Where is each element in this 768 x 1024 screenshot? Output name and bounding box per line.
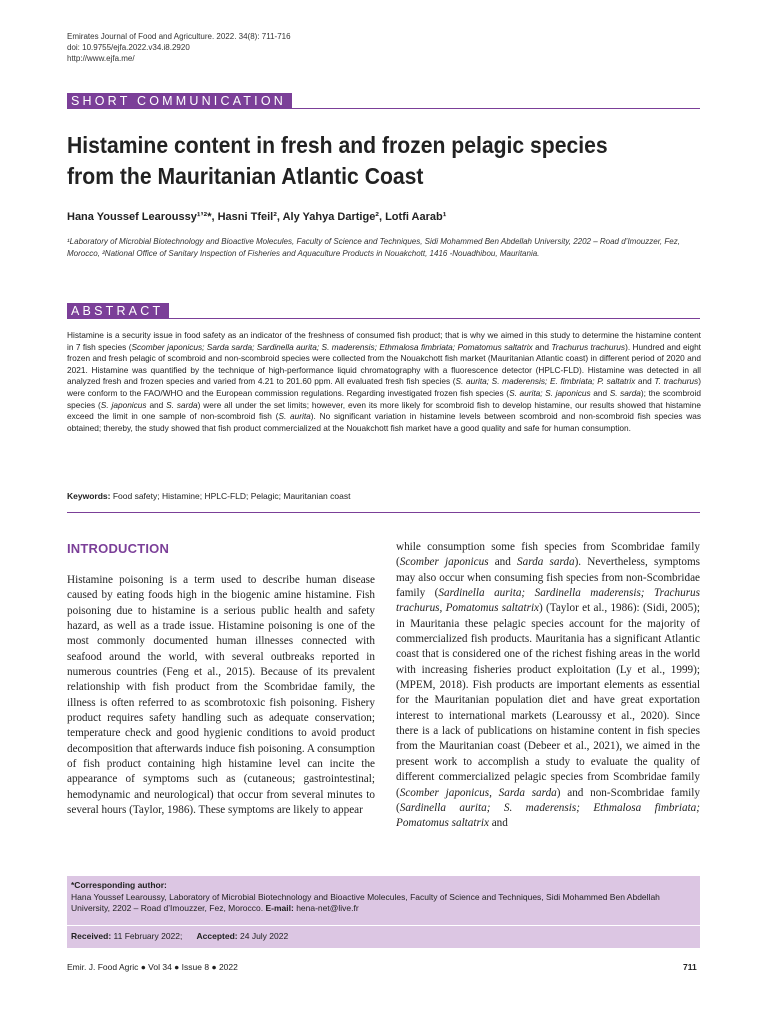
footer-journal-info: Emir. J. Food Agric ● Vol 34 ● Issue 8 ● 2022 bbox=[67, 962, 238, 972]
introduction-heading: INTRODUCTION bbox=[67, 541, 170, 556]
affiliations: ¹Laboratory of Microbial Biotechnology and Bioactive Molecules, Faculty of Science and Techniques, Sidi Mohammed Ben Abdellah University, 2202 – Road d’Imouzzer, Fez, Morocco, ²National Office of Sanitary Inspection of Fisheries and Aquaculture Products in Nouakchott, 1416 -Nouadhibou, Mauritania. bbox=[67, 237, 680, 258]
journal-url-link[interactable]: http://www.ejfa.me/ bbox=[67, 54, 135, 63]
intro-text: and bbox=[488, 556, 518, 569]
keywords bbox=[67, 491, 350, 501]
page-number: 711 bbox=[683, 962, 697, 972]
intro-species: Sardinella aurita; Sardinella maderensis; Trachurus trachurus, Pomatomus saltatrix bbox=[396, 587, 701, 615]
abstract-segment: and bbox=[590, 387, 610, 398]
abstract-species: T. trachurus bbox=[654, 376, 699, 387]
abstract-species: Scomber japonicus; Sarda sarda; Sardinella aurita; S. maderensis; Ethmalosa fimbriata; Pomatomus saltatrix bbox=[131, 341, 533, 352]
intro-text: ) (Taylor et al., 1986): (Sidi, 2005); in Mauritania these pelagic species account for the majority of commercialized fish products. Mauritania has a significant Atlantic coast that is considered one of the richest fishing areas in the world with increasing fisheries product exploitation (Ly et al., 1999); (MPEM, 2018). Fish products are important elements as essential for the Mauritanian population diet and have great exportation interest to international markets (Learoussy et al., 2020). Since there is a lack of publications on histamine content in fish species from the Mauritanian coast (Debeer et al., 2021), we aimed in the present work to accomplish a study to evaluate the quality of different commercialized pelagic species from Scombridae family ( bbox=[396, 602, 701, 799]
abstract-segment: ). Hundred and eight frozen and fresh pelagic of scombroid and non-scombroid species were collected from the Nouakchott fish market (Mauritanian Atlantic coast) in different period of 2020 and 2021. Histamine was quantified by the technique of high-performance liquid chromatography with a fluorescence detector (HPLC-FLD). Histamine was detected in all analyzed fresh and frozen species and varied from 4.21 to 201.60 ppm. All evaluated fresh fish species ( bbox=[67, 341, 701, 387]
article-title: Histamine content in fresh and frozen pelagic species from the Mauritanian Atlantic Coast bbox=[67, 132, 608, 189]
abstract-segment: ). No significant variation in histamine levels between scombroid and non-scombroid fish species was obtained; thereby, the study showed that fish product commercialized at the Nouakchott fish market have a good quality and safe for human consumption. bbox=[67, 411, 701, 433]
journal-citation bbox=[67, 31, 291, 64]
intro-column-right bbox=[396, 540, 700, 832]
box-divider bbox=[67, 925, 700, 926]
abstract-segment: and bbox=[146, 399, 167, 410]
section-divider bbox=[67, 512, 700, 513]
intro-species: Scomber japonicus, Sarda sarda bbox=[399, 786, 557, 799]
abstract-species: S. japonicus bbox=[100, 399, 147, 410]
doi-line: doi: 10.9755/ejfa.2022.v34.i8.2920 bbox=[67, 43, 190, 52]
abstract-species: S. aurita; S. maderensis; E. fimbriata; P. saltatrix bbox=[455, 376, 636, 387]
article-dates bbox=[71, 931, 288, 941]
keywords-text: Food safety; Histamine; HPLC-FLD; Pelagic; Mauritanian coast bbox=[110, 491, 351, 501]
abstract-segment: Histamine is a security issue in food safety as an indicator of the freshness of consumed fish product; that is why we aimed in this study to determine the histamine content in 7 fish species ( bbox=[67, 330, 701, 352]
abstract-segment: and bbox=[635, 376, 655, 387]
corresponding-heading: *Corresponding author: bbox=[71, 880, 167, 890]
corresponding-text: Hana Youssef Learoussy, Laboratory of Microbial Biotechnology and Bioactive Molecules, Faculty of Science and Techniques, Sidi Mohammed Ben Abdellah University, 2202 – Road d’Imouzzer, Fez, Morocco. bbox=[71, 891, 660, 913]
email-label: E-mail: bbox=[265, 903, 294, 913]
accepted-date: 24 July 2022 bbox=[237, 931, 289, 941]
author-list: Hana Youssef Learoussy¹ʼ²*, Hasni Tfeil², Aly Yahya Dartige², Lotfi Aarab¹ bbox=[67, 211, 447, 223]
intro-text: ). Nevertheless, symptoms may also occur when consuming fish species from non-Scombridae family ( bbox=[396, 556, 700, 600]
intro-text: ) and non-Scombridae family ( bbox=[396, 786, 700, 814]
accepted-label: Accepted: bbox=[196, 931, 238, 941]
keywords-label: Keywords: bbox=[67, 491, 111, 501]
citation-line: Emirates Journal of Food and Agriculture. 2022. 34(8): 711-716 bbox=[67, 32, 291, 41]
corresponding-author-details bbox=[71, 880, 691, 915]
intro-text: Histamine poisoning is a term used to describe human disease caused by eating foods high in the biogenic amine histamine. Fish poisoning due to histamine is a serious public health and safety hazard, as well as a trade issue. Histamine poisoning is one of the most commonly documented human illnesses connected with seafood around the world, with several outbreaks reported in numerous countries (Feng et al., 2015). Because of its prevalent relationship with fish product from the Scombridae family, the illness is often referred to as scombrotoxic fish poisoning. Fishery product requires safety handling such as adequate conservation; temperature check and good hygienic conditions to avoid product decomposition that afterwards induce fish poisoning. A consumption of fish product containing high histamine level can incite the appearance of symptoms such as (cutaneous; gastrointestinal; hemodynamic and neurological) that occur from several minutes to several hours (Taylor, 1986). These symptoms are likely to appear bbox=[67, 574, 375, 817]
abstract-bar bbox=[67, 302, 700, 319]
abstract-segment: ); the scombroid species ( bbox=[67, 387, 701, 410]
abstract-species: Trachurus trachurus bbox=[551, 341, 626, 352]
received-label: Received: bbox=[71, 931, 112, 941]
abstract-segment: ) were all under the set limits; however, even its more likely for scombroid fish to develop histamine, our results showed that histamine exceed the limit in one sample of non-scombroid fish ( bbox=[67, 399, 701, 422]
intro-text: and bbox=[488, 817, 508, 830]
intro-column-left bbox=[67, 573, 375, 819]
intro-species: Scomber japonicus bbox=[399, 556, 489, 569]
email-link[interactable]: hena-net@live.fr bbox=[293, 903, 359, 913]
section-type-label: SHORT COMMUNICATION bbox=[67, 93, 292, 109]
abstract-species: S. aurita; S. japonicus bbox=[509, 387, 591, 398]
intro-text: while consumption some fish species from Scombridae family ( bbox=[396, 541, 700, 569]
abstract-label: ABSTRACT bbox=[67, 303, 169, 319]
received-date: 11 February 2022; bbox=[111, 931, 183, 941]
section-type-bar bbox=[67, 92, 700, 109]
abstract-species: S. sarda bbox=[609, 387, 641, 398]
intro-species: Sarda sarda bbox=[517, 556, 575, 569]
abstract-segment: and bbox=[532, 341, 552, 352]
corresponding-author-box bbox=[67, 876, 700, 948]
intro-species: Sardinella aurita; S. maderensis; Ethmalosa fimbriata; Pomatomus saltatrix bbox=[396, 801, 700, 830]
abstract-species: S. sarda bbox=[166, 399, 198, 410]
abstract-text bbox=[67, 330, 701, 434]
abstract-species: S. aurita bbox=[278, 411, 311, 422]
abstract-segment: ) were conform to the FAO/WHO and the European commission regulations. Regarding investigated frozen fish species ( bbox=[67, 376, 701, 398]
